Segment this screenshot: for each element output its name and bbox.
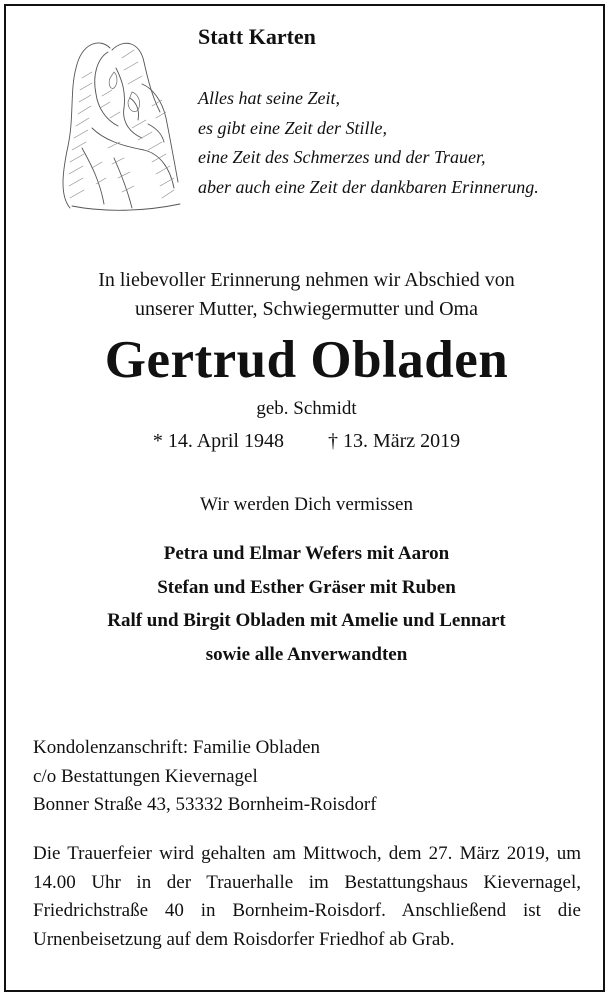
condolence-address (33, 734, 377, 820)
intro-line: In liebevoller Erinnerung nehmen wir Abschied von (98, 269, 515, 291)
poem-line: aber auch eine Zeit der dankbaren Erinnerung. (198, 176, 539, 197)
death-date: † 13. März 2019 (327, 430, 461, 452)
maiden-name: geb. Schmidt (256, 398, 357, 419)
mourning-figure-sketch (52, 28, 192, 214)
poem-line: es gibt eine Zeit der Stille, (198, 117, 387, 138)
address-line: Kondolenzanschrift: Familie Obladen (33, 737, 321, 758)
mourner-line: sowie alle Anverwandten (205, 643, 408, 665)
notice-heading: Statt Karten (198, 24, 316, 49)
mourner-line: Petra und Elmar Wefers mit Aaron (163, 543, 450, 564)
address-line: Bonner Straße 43, 53332 Bornheim-Roisdorf (33, 794, 377, 815)
mourner-line: Stefan und Esther Gräser mit Ruben (157, 576, 456, 598)
birth-date: * 14. April 1948 (152, 430, 284, 452)
address-line: c/o Bestattungen Kievernagel (33, 765, 258, 787)
deceased-name: Gertrud Obladen (104, 331, 509, 389)
poem-line: eine Zeit des Schmerzes und der Trauer, (198, 147, 486, 167)
poem (198, 84, 539, 202)
poem-line: Alles hat seine Zeit, (198, 88, 340, 108)
miss-line: Wir werden Dich vermissen (200, 494, 413, 515)
mourner-line: Ralf und Birgit Obladen mit Amelie und Lennart (107, 610, 506, 631)
intro-line: unserer Mutter, Schwiegermutter und Oma (135, 298, 478, 320)
life-dates (0, 430, 613, 453)
intro-text (0, 266, 613, 324)
mourners-list (0, 537, 613, 671)
funeral-details: Die Trauerfeier wird gehalten am Mittwoch, dem 27. März 2019, um 14.00 Uhr in der Trauerhalle im Bestattungshaus Kievernagel, Friedrichstraße 40 in Bornheim-Roisdorf. Anschließend ist die Urnenbeisetzung auf dem Roisdorfer Friedhof ab Grab. (33, 843, 581, 950)
